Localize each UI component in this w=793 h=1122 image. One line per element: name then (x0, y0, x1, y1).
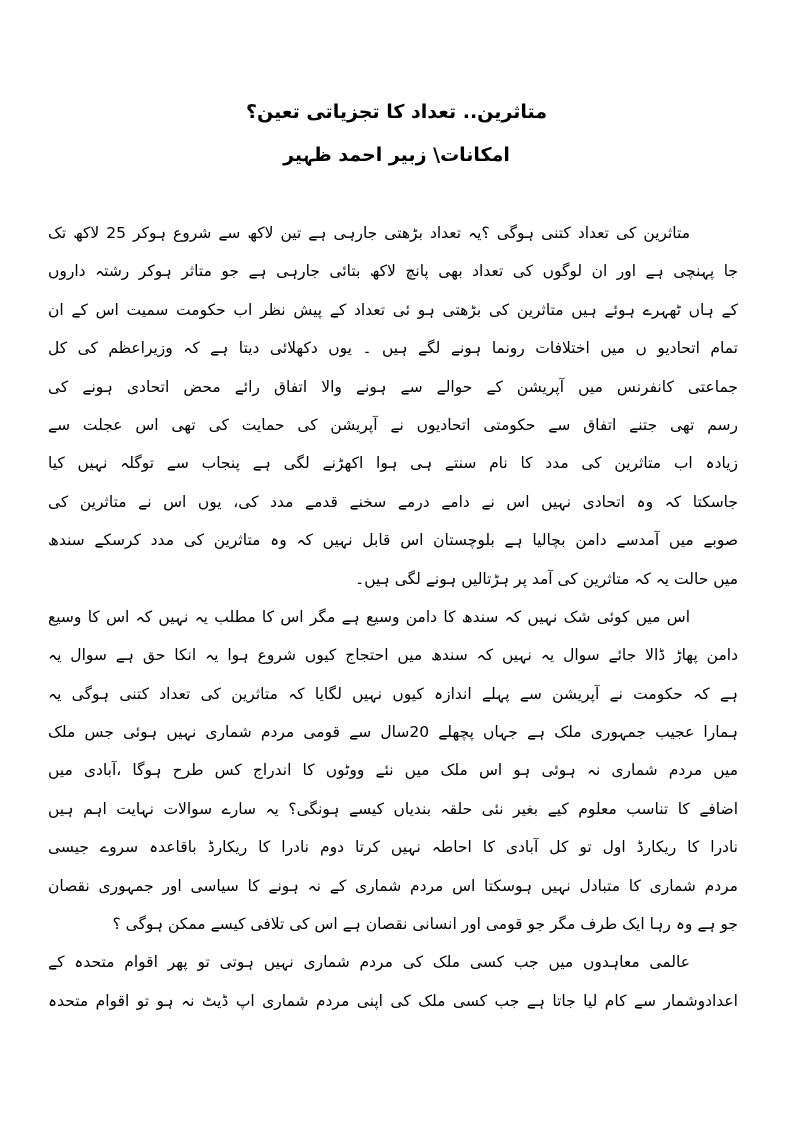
body-line: مردم شماری کا متبادل نہیں ہوسکتا اس مردم شماری کے نہ ہونے کا سیاسی اور جمہوری نقصان (48, 876, 738, 895)
body-line: متاثرین کی تعداد کتنی ہوگی ؟یہ تعداد بڑھتی جارہی ہے تین لاکھ سے شروع ہوکر 25 لاکھ تک (48, 224, 690, 242)
body-line: جو ہے وہ رہا ایک طرف مگر جو قومی اور انسانی نقصان ہے اس کی تلافی کیسے ممکن ہوگی ؟ (112, 915, 738, 934)
body-line: جا پہنچی ہے اور ان لوگوں کی تعداد بھی پانچ لاکھ بتائی جارہی ہے جو متاثر ہوکر رشتہ داروں (48, 262, 738, 281)
body-line: اس میں کوئی شک نہیں کہ سندھ کا دامن وسیع ہے مگر اس کا مطلب یہ نہیں کہ اس کا وسیع (48, 607, 690, 626)
body-line: ہے کہ حکومت نے آپریشن سے پہلے اندازہ کیوں نہیں لگایا کہ متاثرین کی تعداد کتنی ہوگی یہ (48, 684, 738, 703)
body-line: میں حالت یہ کہ متاثرین کی آمد پر ہڑتالیں ہونے لگی ہیں۔ (355, 569, 738, 588)
body-line: جاسکتا کہ وہ اتحادی نہیں اس نے دامے درمے سخنے قدمے مدد کی، یوں اس نے متاثرین کی (48, 492, 738, 511)
body-line: اعدادوشمار سے کام لیا جاتا ہے جب کسی ملک کی اپنی مردم شماری اپ ڈیٹ نہ ہو تو اقوام متحدہ (48, 991, 738, 1010)
article-title: متاثرین.. تعداد کا تجزیاتی تعین؟ (245, 101, 548, 123)
body-line: میں مردم شماری نہ ہوئی ہو اس ملک میں نئے ووٹوں کا اندراج کس طرح ہوگا ،آبادی میں (48, 761, 738, 780)
body-line: صوبے میں آمدسے دامن بچالیا ہے بلوچستان اس قابل نہیں کہ وہ متاثرین کی مدد کرسکے سندھ (48, 531, 738, 550)
body-line: نادرا کا ریکارڈ اول تو کل آبادی کا احاطہ نہیں کرتا دوم نادرا کا ریکارڈ باقاعدہ سروے جیسی (48, 838, 738, 857)
body-line: دامن پھاڑ ڈالا جائے سوال یہ نہیں کہ سندھ میں احتجاج کیوں شروع ہوا یہ انکا حق ہے سوال یہ (48, 646, 738, 665)
body-line: ہمارا عجیب جمہوری ملک ہے جہاں پچھلے 20سال سے قومی مردم شماری نہیں ہوئی جس ملک (48, 723, 738, 742)
body-line: رسم تھی جتنے اتفاق سے حکومتی اتحادیوں نے آپریشن کی حمایت کی تھی اس عجلت سے (48, 415, 738, 434)
body-line: اضافے کا تناسب معلوم کیے بغیر نئی حلقہ بندیاں کیسے ہونگی؟ یہ سارے سوالات نہایت اہم ہیں (48, 799, 738, 818)
article-body (48, 214, 738, 1020)
body-line: تمام اتحادیو ں میں اختلافات رونما ہونے لگے ہیں ۔ یوں دکھلائی دیتا ہے کہ وزیراعظم کی کل (48, 339, 738, 358)
article-byline: امکانات\ زبیر احمد ظہیر (283, 144, 510, 166)
body-line: کے ہاں ٹھہرے ہوئے ہیں متاثرین کی بڑھتی ہو ئی تعداد کے پیش نظر اب حکومت سمیت اس کے ان (48, 300, 738, 319)
body-line: جماعتی کانفرنس میں آپریشن کے حوالے سے ہونے والا اتفاق رائے محض اتحادی ہونے کی (48, 377, 738, 396)
body-line: زیادہ اب متاثرین کی مدد کا نام سنتے ہی ہوا اکھڑنے لگی ہے پنجاب سے توگلہ نہیں کیا (48, 454, 738, 473)
body-line: عالمی معاہدوں میں جب کسی ملک کی مردم شماری نہیں ہوتی تو پھر اقوام متحدہ کے (48, 953, 690, 972)
